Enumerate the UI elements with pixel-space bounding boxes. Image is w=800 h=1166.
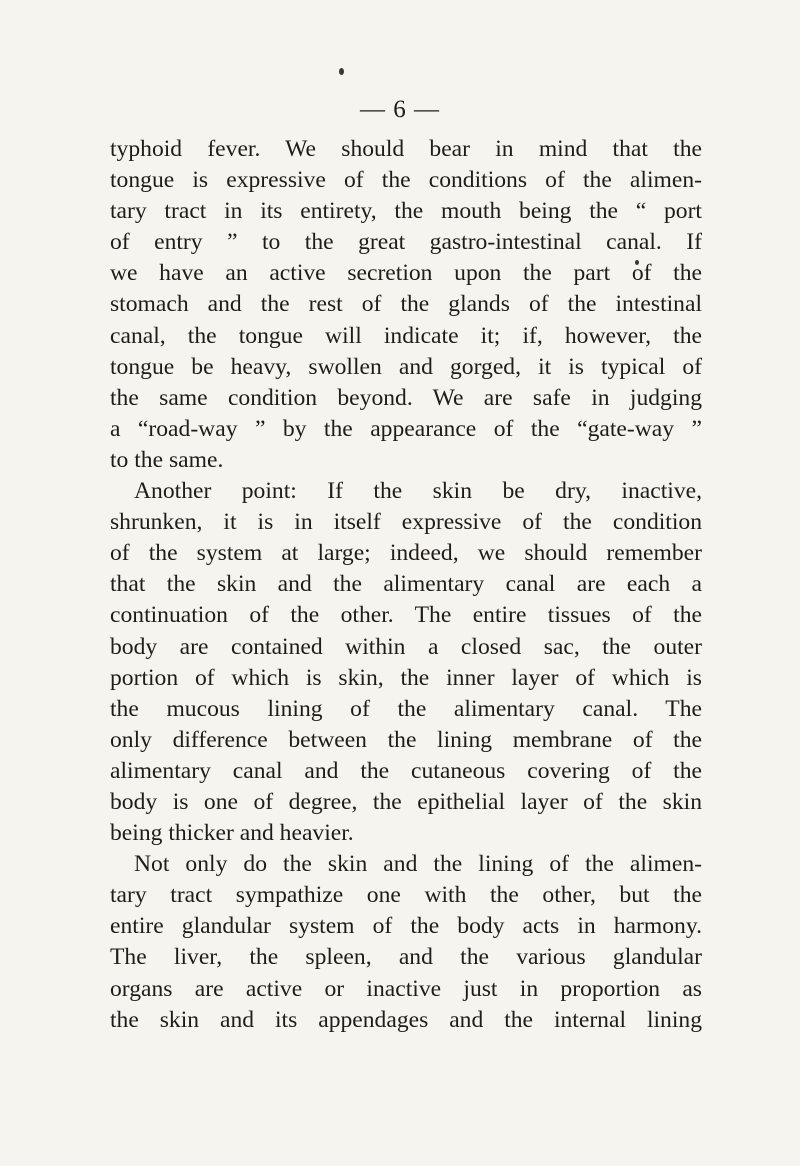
text-line: typhoid fever. We should bear in mind that the bbox=[110, 136, 702, 162]
text-line: to the same. bbox=[110, 446, 224, 473]
text-line: shrunken, it is in itself expressive of the condition bbox=[110, 509, 702, 536]
body-text bbox=[110, 134, 702, 1036]
text-line: we have an active secretion upon the part of the bbox=[110, 260, 702, 287]
text-line: the same condition beyond. We are safe in judging bbox=[110, 384, 702, 411]
text-line: Another point: If the skin be dry, inactive, bbox=[134, 478, 702, 505]
text-line: continuation of the other. The entire tissues of the bbox=[110, 602, 702, 629]
text-line: tongue is expressive of the conditions of the alimen- bbox=[110, 167, 702, 194]
text-line: body are contained within a closed sac, the outer bbox=[110, 633, 702, 660]
text-line: of the system at large; indeed, we should remember bbox=[110, 540, 702, 567]
text-line: portion of which is skin, the inner layer of which is bbox=[110, 664, 702, 691]
text-line: entire glandular system of the body acts in harmony. bbox=[110, 913, 702, 940]
text-line: being thicker and heavier. bbox=[110, 820, 354, 847]
text-line: tary tract sympathize one with the other, but the bbox=[110, 882, 702, 909]
text-line: tary tract in its entirety, the mouth being the “ port bbox=[110, 198, 702, 225]
text-line: body is one of degree, the epithelial layer of the skin bbox=[110, 788, 702, 815]
text-line: stomach and the rest of the glands of the intestinal bbox=[110, 291, 702, 318]
page-number: — 6 — bbox=[360, 96, 440, 123]
text-line: that the skin and the alimentary canal are each a bbox=[110, 571, 702, 598]
text-line: a “road-way ” by the appearance of the “gate-way ” bbox=[110, 415, 702, 442]
text-line: canal, the tongue will indicate it; if, however, the bbox=[110, 322, 702, 349]
text-line: tongue be heavy, swollen and gorged, it is typical of bbox=[110, 353, 702, 380]
text-line: only difference between the lining membrane of the bbox=[110, 726, 702, 753]
text-line: The liver, the spleen, and the various glandular bbox=[110, 944, 702, 971]
text-line: the mucous lining of the alimentary canal. The bbox=[110, 695, 702, 722]
ink-speck bbox=[339, 68, 344, 75]
text-line: Not only do the skin and the lining of the alimen- bbox=[134, 851, 702, 878]
text-line: the skin and its appendages and the internal lining bbox=[110, 1006, 702, 1033]
text-line: alimentary canal and the cutaneous covering of the bbox=[110, 757, 702, 784]
text-line: of entry ” to the great gastro-intestinal canal. If bbox=[110, 229, 702, 256]
text-line: organs are active or inactive just in proportion as bbox=[110, 975, 702, 1002]
